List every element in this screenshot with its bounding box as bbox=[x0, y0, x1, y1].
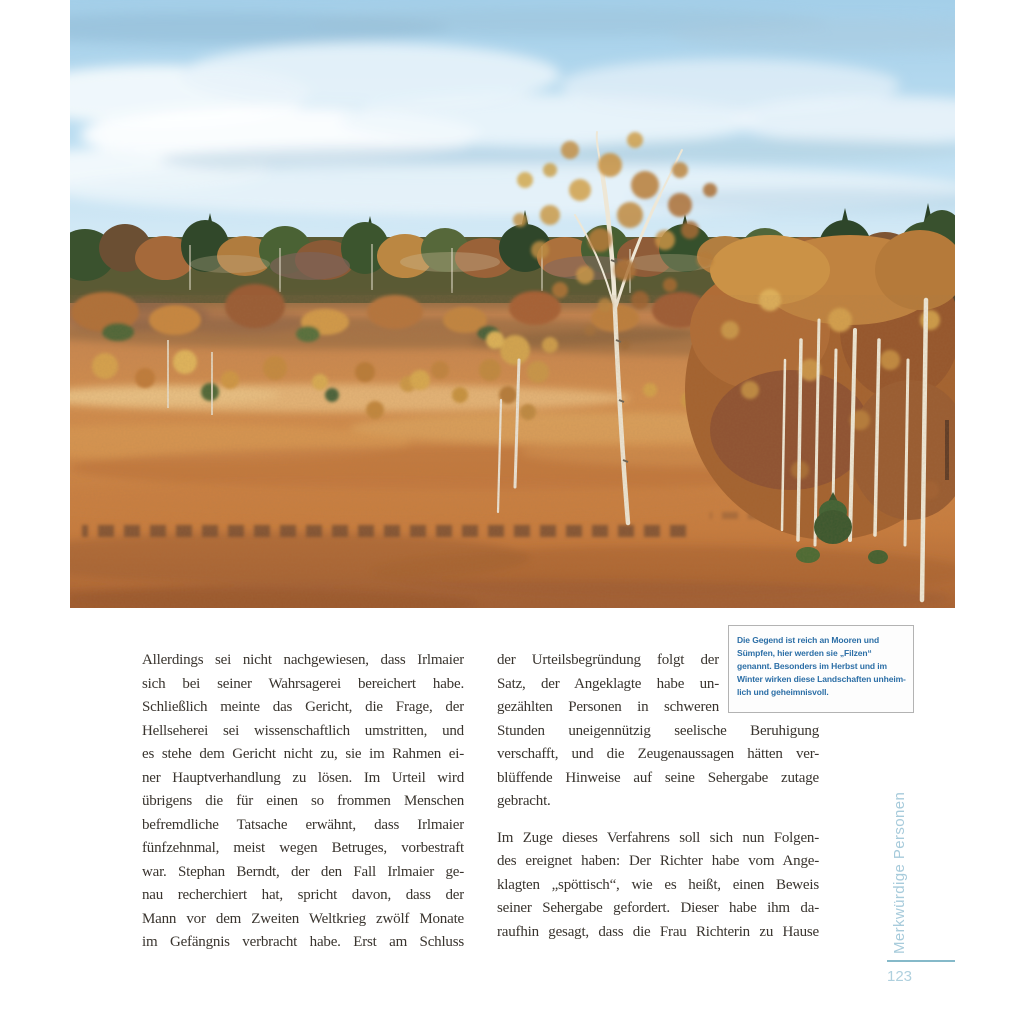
text-line: Mann vor dem Zweiten Weltkrieg zwölf Monate bbox=[142, 910, 464, 927]
text-line: Sümpfen, hier werden sie „Filzen“ bbox=[737, 648, 872, 658]
right-column-wrapped-lines bbox=[497, 649, 719, 720]
text-line: Schließlich meinte das Gericht, die Frage, der bbox=[142, 699, 464, 715]
text-line: Allerdings sei nicht nachgewiesen, dass Irlmaier bbox=[142, 652, 464, 668]
text-line: Satz, der Angeklagte habe un- bbox=[497, 675, 719, 692]
landscape-photo bbox=[70, 0, 955, 608]
text-line: seiner Sehergabe gefordert. Dieser habe ihm da- bbox=[497, 900, 819, 916]
section-label-vertical: Merkwürdige Personen bbox=[891, 791, 908, 954]
text-line: Stunden uneigennützig seelische Beruhigung bbox=[497, 722, 819, 739]
text-line: klagten „spöttisch“, wie es heißt, einen Beweis bbox=[497, 876, 819, 893]
text-line: raufhin gesagt, dass die Frau Richterin zu Hause bbox=[497, 923, 819, 940]
text-line: genannt. Besonders im Herbst und im bbox=[737, 661, 887, 671]
right-column-paragraph-2 bbox=[497, 827, 819, 945]
text-line: der Urteilsbegründung folgt der bbox=[497, 652, 719, 668]
text-line: sich bei seiner Wahrsagerei bereichert habe. bbox=[142, 675, 464, 692]
text-line: verschafft, und die Zeugenaussagen hätten ver- bbox=[497, 746, 819, 762]
text-line: Hellseherei sei wissenschaftlich umstritten, und bbox=[142, 722, 464, 739]
text-line: fünfzehnmal, meist wegen Betruges, vorbestraft bbox=[142, 840, 464, 856]
text-line: des ereignet haben: Der Richter habe vom Ange- bbox=[497, 853, 819, 869]
text-line: im Gefängnis verbracht habe. Erst am Schluss bbox=[142, 934, 464, 950]
text-line: nau recherchiert hat, spricht davon, dass der bbox=[142, 887, 464, 903]
text-line: lich und geheimnisvoll. bbox=[737, 687, 829, 697]
text-line: es stehe dem Gericht nicht zu, sie im Rahmen ei- bbox=[142, 746, 464, 762]
text-line: war. Stephan Berndt, der den Fall Irlmaier ge- bbox=[142, 863, 464, 880]
text-line: gezählten Personen in schweren bbox=[497, 699, 719, 715]
text-line: befremdliche Tatsache erwähnt, dass Irlmaier bbox=[142, 816, 464, 833]
paragraph-gap bbox=[497, 814, 819, 827]
right-column-full-lines bbox=[497, 720, 819, 791]
paragraph-last-line: gebracht. bbox=[497, 793, 551, 809]
text-line: Winter wirken diese Landschaften unheim- bbox=[737, 674, 906, 684]
text-line: übrigens die für einen so frommen Menschen bbox=[142, 793, 464, 809]
text-line: Im Zuge dieses Verfahrens soll sich nun Folgen- bbox=[497, 829, 819, 846]
page-number-rule bbox=[887, 960, 955, 962]
body-text-right-column bbox=[497, 649, 819, 944]
text-line: blüffende Hinweise auf seine Sehergabe zutage bbox=[497, 769, 819, 786]
body-text-left-column bbox=[142, 649, 464, 955]
page-number: 123 bbox=[887, 968, 913, 985]
text-line: ner Hauptverhandlung zu lösen. Im Urteil wird bbox=[142, 769, 464, 786]
text-line: Die Gegend ist reich an Mooren und bbox=[737, 635, 880, 645]
